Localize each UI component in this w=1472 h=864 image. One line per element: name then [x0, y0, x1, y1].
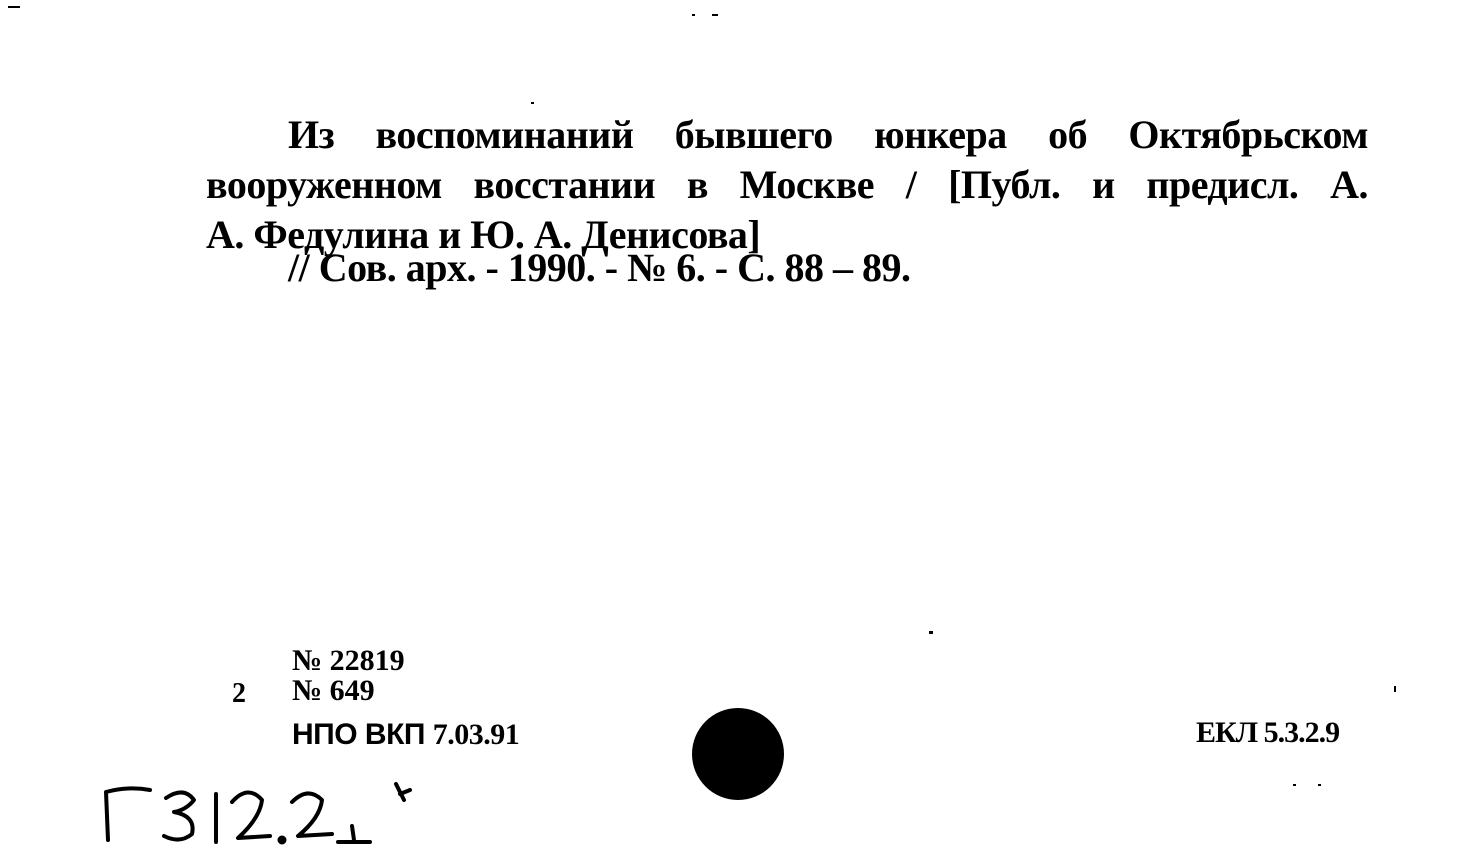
- citation-title-line-3: А. Федулина и Ю. А. Денисова]: [206, 212, 761, 257]
- record-number: № 22819: [292, 644, 405, 677]
- citation-source: // Сов. арх. - 1990. - № 6. - С. 88 – 89.: [288, 245, 911, 290]
- scan-speck: [1293, 784, 1296, 786]
- scan-speck: [692, 14, 695, 16]
- organization-name: НПО ВКП: [292, 718, 425, 751]
- citation-title-line-1: Из воспоминаний бывшего юнкера об Октябрьском: [288, 112, 1368, 157]
- scan-speck: [1318, 784, 1321, 786]
- scan-speck: [929, 631, 933, 634]
- organization-date: 7.03.91: [432, 718, 520, 751]
- handwritten-shelfmark: [100, 772, 420, 852]
- scan-speck: [712, 14, 718, 16]
- bibliographic-citation: [206, 110, 1368, 260]
- scan-speck: [1394, 686, 1396, 692]
- classification-code: ЕКЛ 5.3.2.9: [1196, 716, 1340, 749]
- citation-title-line-2: вооруженном восстании в Москве / [Публ. и предисл. А.: [206, 162, 1368, 207]
- copy-count: 2: [232, 678, 246, 709]
- organization-line: [292, 718, 519, 752]
- inventory-number: № 649: [292, 674, 375, 707]
- scan-speck: [8, 6, 20, 8]
- card-meta: [292, 646, 405, 706]
- scan-speck: [531, 102, 534, 104]
- punch-hole: [692, 708, 784, 800]
